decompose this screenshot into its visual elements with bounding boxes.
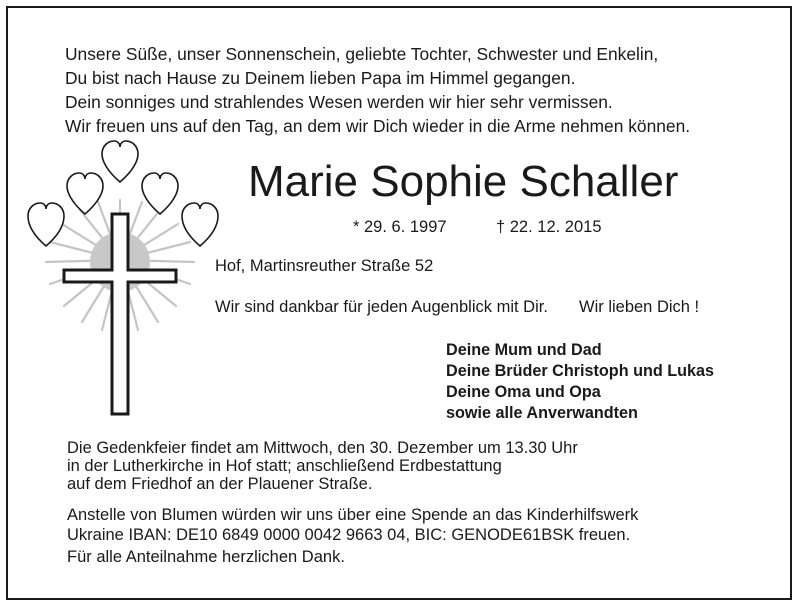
donation-line: Anstelle von Blumen würden wir uns über eine Spende an das Kinderhilfswerk bbox=[67, 506, 639, 524]
deceased-name: Marie Sophie Schaller bbox=[248, 157, 679, 206]
service-line: auf dem Friedhof an der Plauener Straße. bbox=[67, 475, 373, 493]
mourner-line: Deine Mum und Dad bbox=[446, 341, 602, 359]
poem-line: Dein sonniges und strahlendes Wesen werden wir hier sehr vermissen. bbox=[65, 92, 613, 112]
service-line: in der Lutherkirche in Hof statt; anschließend Erdbestattung bbox=[67, 457, 502, 475]
poem-line: Unsere Süße, unser Sonnenschein, geliebte Tochter, Schwester und Enkelin, bbox=[65, 44, 659, 64]
cross-icon bbox=[64, 214, 176, 414]
poem bbox=[65, 42, 690, 138]
birth-date: * 29. 6. 1997 bbox=[353, 218, 447, 236]
cross-with-hearts bbox=[20, 130, 230, 420]
closing-text: Für alle Anteilnahme herzlichen Dank. bbox=[67, 548, 345, 566]
poem-line: Du bist nach Hause zu Deinem lieben Papa im Himmel gegangen. bbox=[65, 68, 576, 88]
mourner-line: Deine Brüder Christoph und Lukas bbox=[446, 362, 715, 380]
poem-line: Wir freuen uns auf den Tag, an dem wir Dich wieder in die Arme nehmen können. bbox=[65, 116, 691, 136]
heart-icon bbox=[67, 173, 103, 214]
death-date: † 22. 12. 2015 bbox=[496, 218, 602, 236]
heart-icon bbox=[28, 203, 64, 246]
mourners-list bbox=[446, 340, 714, 424]
heart-icon bbox=[182, 203, 218, 246]
thanks-text: Wir sind dankbar für jeden Augenblick mit Dir. bbox=[215, 298, 548, 316]
address: Hof, Martinsreuther Straße 52 bbox=[215, 257, 434, 275]
heart-icon bbox=[142, 173, 178, 214]
heart-icon bbox=[102, 141, 138, 182]
obituary-notice bbox=[6, 6, 792, 600]
mourner-line: Deine Oma und Opa bbox=[446, 383, 601, 401]
donation-line: Ukraine IBAN: DE10 6849 0000 0042 9663 04, BIC: GENODE61BSK freuen. bbox=[67, 526, 631, 544]
service-info bbox=[67, 439, 578, 493]
service-line: Die Gedenkfeier findet am Mittwoch, den 30. Dezember um 13.30 Uhr bbox=[67, 439, 578, 457]
mourner-line: sowie alle Anverwandten bbox=[446, 404, 638, 422]
love-text: Wir lieben Dich ! bbox=[579, 298, 700, 316]
donation-info bbox=[67, 505, 638, 545]
